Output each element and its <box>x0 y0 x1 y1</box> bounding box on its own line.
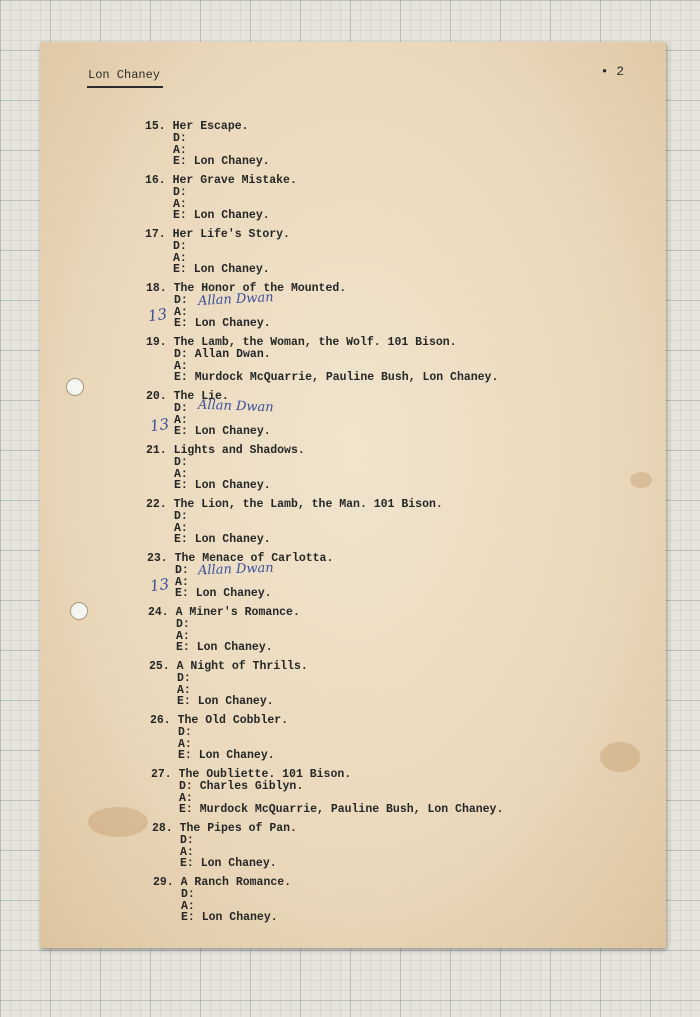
entry-director: D: <box>180 833 194 847</box>
list-item <box>152 823 297 870</box>
entry-title: Her Grave Mistake. <box>172 174 297 187</box>
list-item <box>153 877 291 924</box>
typed-page <box>40 42 666 948</box>
entry-cast: E: Murdock McQuarrie, Pauline Bush, Lon Chaney. <box>174 371 499 385</box>
filmography-list <box>40 42 666 948</box>
handwritten-margin-number: 13 <box>148 574 171 596</box>
entry-cast: E: Lon Chaney. <box>180 857 277 871</box>
entry-author: A: <box>178 737 192 751</box>
entry-number: 22. <box>146 498 167 511</box>
list-item <box>146 337 498 384</box>
entry-cast: E: Lon Chaney. <box>177 695 274 709</box>
list-item <box>146 445 305 492</box>
entry-title: The Honor of the Mounted. <box>173 282 347 295</box>
entry-author: A: <box>181 899 195 913</box>
entry-author: A: <box>179 791 193 805</box>
entry-director: D: <box>174 293 188 307</box>
entry-author: A: <box>174 467 188 481</box>
entry-title: Lights and Shadows. <box>173 444 305 457</box>
entry-author: A: <box>174 521 188 535</box>
entry-title: The Oubliette. 101 Bison. <box>178 768 352 781</box>
handwritten-director: Allan Dwan <box>197 397 274 416</box>
entry-cast: E: Lon Chaney. <box>174 425 271 439</box>
entry-title: The Menace of Carlotta. <box>174 552 334 565</box>
handwritten-margin-number: 13 <box>148 414 171 436</box>
entry-director: D: <box>174 455 188 469</box>
entry-number: 20. <box>146 390 167 403</box>
entry-title: The Lamb, the Woman, the Wolf. 101 Bison. <box>173 336 457 349</box>
entry-director: D: Charles Giblyn. <box>179 779 304 793</box>
list-item <box>146 499 443 546</box>
entry-title: A Miner's Romance. <box>175 606 300 619</box>
entry-cast: E: Murdock McQuarrie, Pauline Bush, Lon Chaney. <box>179 803 504 817</box>
entry-director: D: <box>178 725 192 739</box>
entry-number: 23. <box>147 552 168 565</box>
entry-number: 18. <box>146 282 167 295</box>
entry-cast: E: Lon Chaney. <box>173 155 270 169</box>
list-item <box>149 661 308 708</box>
entry-number: 25. <box>149 660 170 673</box>
entry-cast: E: Lon Chaney. <box>181 911 278 925</box>
entry-number: 28. <box>152 822 173 835</box>
entry-title: Her Life's Story. <box>172 228 290 241</box>
entry-cast: E: Lon Chaney. <box>178 749 275 763</box>
entry-cast: E: Lon Chaney. <box>176 641 273 655</box>
entry-cast: E: Lon Chaney. <box>174 533 271 547</box>
entry-author: A: <box>174 359 188 373</box>
list-item <box>145 175 297 222</box>
entry-title: Her Escape. <box>172 120 249 133</box>
handwritten-director: Allan Dwan <box>197 290 274 309</box>
entry-author: A: <box>173 197 187 211</box>
list-item <box>145 121 270 168</box>
handwritten-margin-number: 13 <box>146 304 169 326</box>
list-item <box>148 607 300 654</box>
entry-number: 15. <box>145 120 166 133</box>
entry-director: D: <box>176 617 190 631</box>
list-item <box>150 715 288 762</box>
entry-director: D: <box>177 671 191 685</box>
entry-cast: E: Lon Chaney. <box>174 317 271 331</box>
entry-author: A: <box>180 845 194 859</box>
handwritten-director: Allan Dwan <box>197 560 274 579</box>
entry-author: A: <box>177 683 191 697</box>
entry-number: 17. <box>145 228 166 241</box>
entry-director: D: <box>175 563 189 577</box>
entry-title: The Old Cobbler. <box>177 714 289 727</box>
list-item <box>146 283 346 330</box>
entry-author: A: <box>175 575 189 589</box>
list-item <box>145 229 290 276</box>
entry-number: 27. <box>151 768 172 781</box>
entry-director: D: Allan Dwan. <box>174 347 271 361</box>
entry-cast: E: Lon Chaney. <box>173 263 270 277</box>
entry-author: A: <box>174 413 188 427</box>
entry-title: The Pipes of Pan. <box>179 822 297 835</box>
entry-cast: E: Lon Chaney. <box>173 209 270 223</box>
entry-director: D: <box>173 239 187 253</box>
entry-author: A: <box>174 305 188 319</box>
header-title: Lon Chaney <box>88 68 161 82</box>
entry-director: D: <box>174 509 188 523</box>
entry-director: D: <box>174 401 188 415</box>
entry-number: 24. <box>148 606 169 619</box>
entry-number: 29. <box>153 876 174 889</box>
entry-number: 26. <box>150 714 171 727</box>
entry-title: The Lion, the Lamb, the Man. 101 Bison. <box>173 498 443 511</box>
entry-number: 19. <box>146 336 167 349</box>
entry-title: A Ranch Romance. <box>180 876 292 889</box>
entry-author: A: <box>173 143 187 157</box>
entry-author: A: <box>173 251 187 265</box>
entry-title: A Night of Thrills. <box>176 660 308 673</box>
entry-director: D: <box>181 887 195 901</box>
entry-director: D: <box>173 131 187 145</box>
entry-director: D: <box>173 185 187 199</box>
entry-number: 16. <box>145 174 166 187</box>
entry-author: A: <box>176 629 190 643</box>
entry-title: The Lie. <box>173 390 229 403</box>
entry-cast: E: Lon Chaney. <box>174 479 271 493</box>
entry-number: 21. <box>146 444 167 457</box>
list-item <box>151 769 503 816</box>
entry-cast: E: Lon Chaney. <box>175 587 272 601</box>
page-number: • 2 <box>600 64 624 79</box>
